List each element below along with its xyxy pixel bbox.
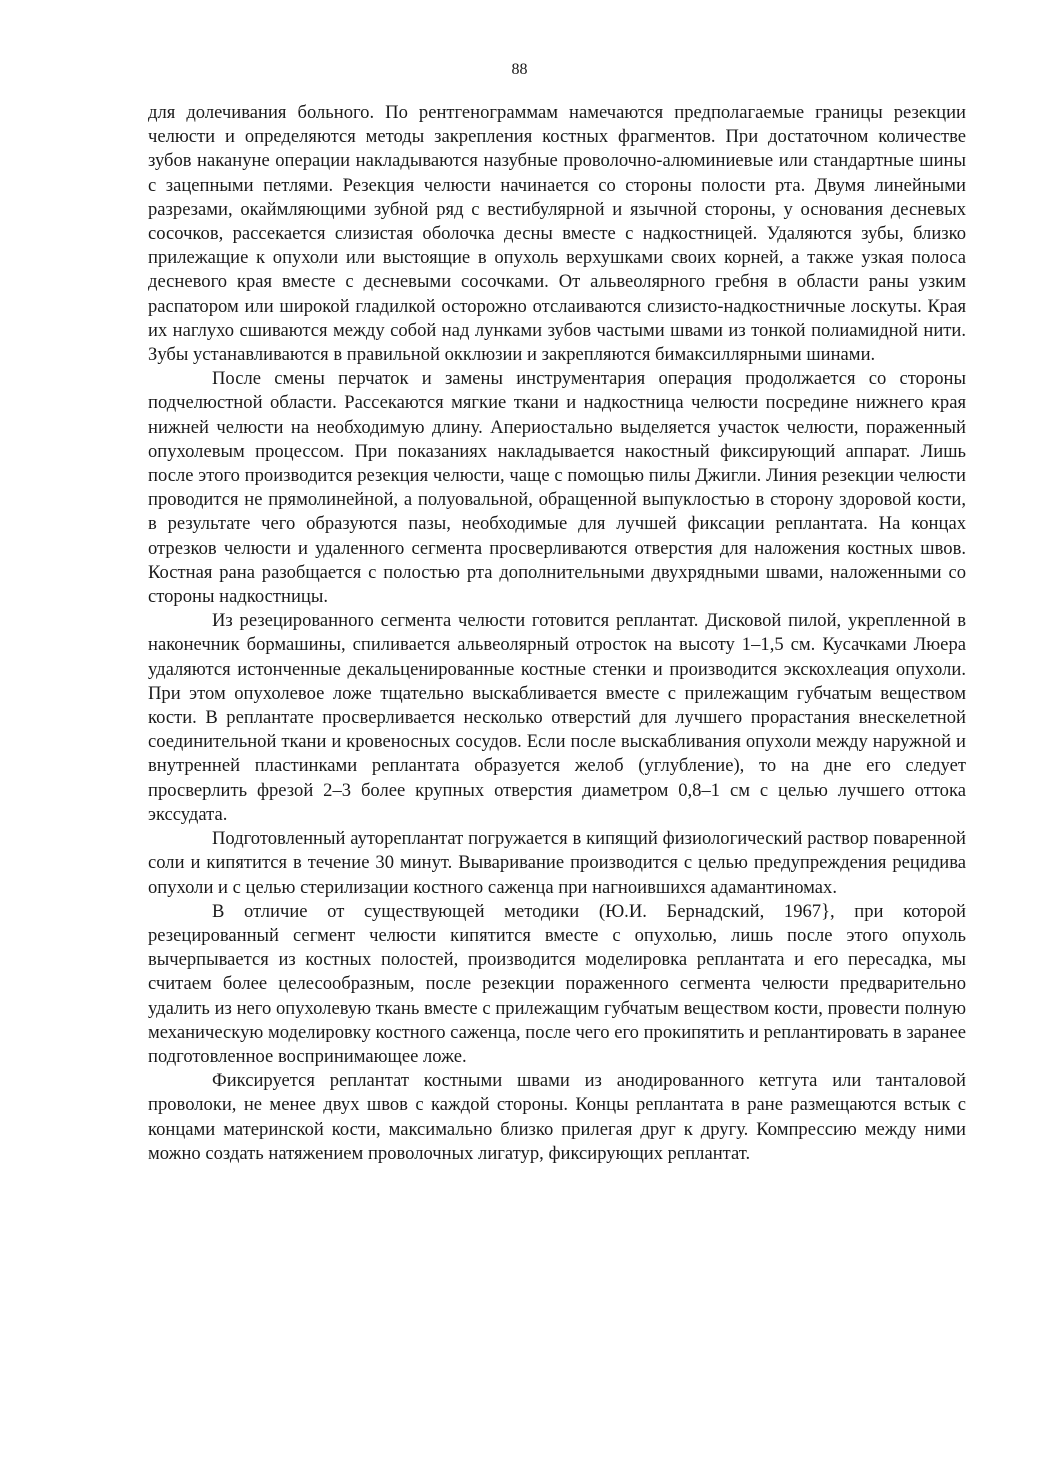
paragraph: Подготовленный аутореплантат погружается в кипящий физиологический раствор поваренной соли и кипятится в течение 30 минут. Вываривание производится с целью предупреждения рецидива опухоли и с целью стерилизации костного саженца при нагноившихся адамантиномах. <box>148 828 966 898</box>
paragraph: После смены перчаток и замены инструментария операция продолжается со стороны подчелюстной области. Рассекаются мягкие ткани и надкостница челюсти посредине нижнего края нижней челюсти на необходимую длину. Апериостально выделяется участок челюсти, пораженный опухолевым процессом. При показаниях накладывается накостный фиксирующий аппарат. Лишь после этого производится резекция челюсти, чаще с помощью пилы Джигли. Линия резекции челюсти проводится не прямолинейной, а полуовальной, обращенной выпуклостью в сторону здоровой кости, в результате чего образуются пазы, необходимые для лучшей фиксации реплантата. На концах отрезков челюсти и удаленного сегмента просверливаются отверстия для наложения костных швов. Костная рана разобщается с полостью рта дополнительными двухрядными швами, наложенными со стороны надкостницы. <box>148 368 966 608</box>
document-body <box>148 101 966 1166</box>
paragraph: Фиксируется реплантат костными швами из анодированного кетгута или танталовой проволоки, не менее двух швов с каждой стороны. Концы реплантата в ране размещаются встык с концами материнской кости, максимально близко прилегая друг к другу. Компрессию между ними можно создать натяжением проволочных лигатур, фиксирующих реплантат. <box>148 1070 966 1164</box>
paragraph: Из резецированного сегмента челюсти готовится реплантат. Дисковой пилой, укрепленной в наконечник бормашины, спиливается альвеолярный отросток на высоту 1–1,5 см. Кусачками Люера удаляются истонченные декальценированные костные стенки и производится экскохлеация опухоли. При этом опухолевое ложе тщательно выскабливается вместе с прилежащим губчатым веществом кости. В реплантате просверливается несколько отверстий для лучшего прорастания внескелетной соединительной ткани и кровеносных сосудов. Если после выскабливания опухоли между наружной и внутренней пластинками реплантата образуется желоб (углубление), то на дне его следует просверлить фрезой 2–3 более крупных отверстия диаметром 0,8–1 см с целью лучшего оттока экссудата. <box>148 610 966 825</box>
paragraph-continuation: для долечивания больного. По рентгенограммам намечаются предполагаемые границы резекции челюсти и определяются методы закрепления костных фрагментов. При достаточном количестве зубов накануне операции накладываются назубные проволочно-алюминиевые или стандартные шины с зацепными петлями. Резекция челюсти начинается со стороны полости рта. Двумя линейными разрезами, окаймляющими зубной ряд с вестибулярной и язычной стороны, у основания десневых сосочков, рассекается слизистая оболочка десны вместе с надкостницей. Удаляются зубы, близко прилежащие к опухоли или выстоящие в опухоль верхушками своих корней, а также узкая полоса десневого края вместе с десневыми сосочками. От альвеолярного гребня в области раны узким распатором или широкой гладилкой осторожно отслаиваются слизисто-надкостничные лоскуты. Края их наглухо сшиваются между собой над лунками зубов частыми швами из тонкой полиамидной нити. Зубы устанавливаются в правильной окклюзии и закрепляются бимаксиллярными шинами. <box>148 102 966 366</box>
page-number: 88 <box>511 61 528 78</box>
paragraph: В отличие от существующей методики (Ю.И. Бернадский, 1967}, при которой резецированный сегмент челюсти кипятится вместе с опухолью, лишь после этого опухоль вычерпывается из костных полостей, производится моделировка реплантата и его пересадка, мы считаем более целесообразным, после резекции пораженного сегмента челюсти предварительно удалить из него опухолевую ткань вместе с прилежащим губчатым веществом кости, провести полную механическую моделировку костного саженца, после чего его прокипятить и реплантировать в заранее подготовленное воспринимающее ложе. <box>148 900 966 1067</box>
